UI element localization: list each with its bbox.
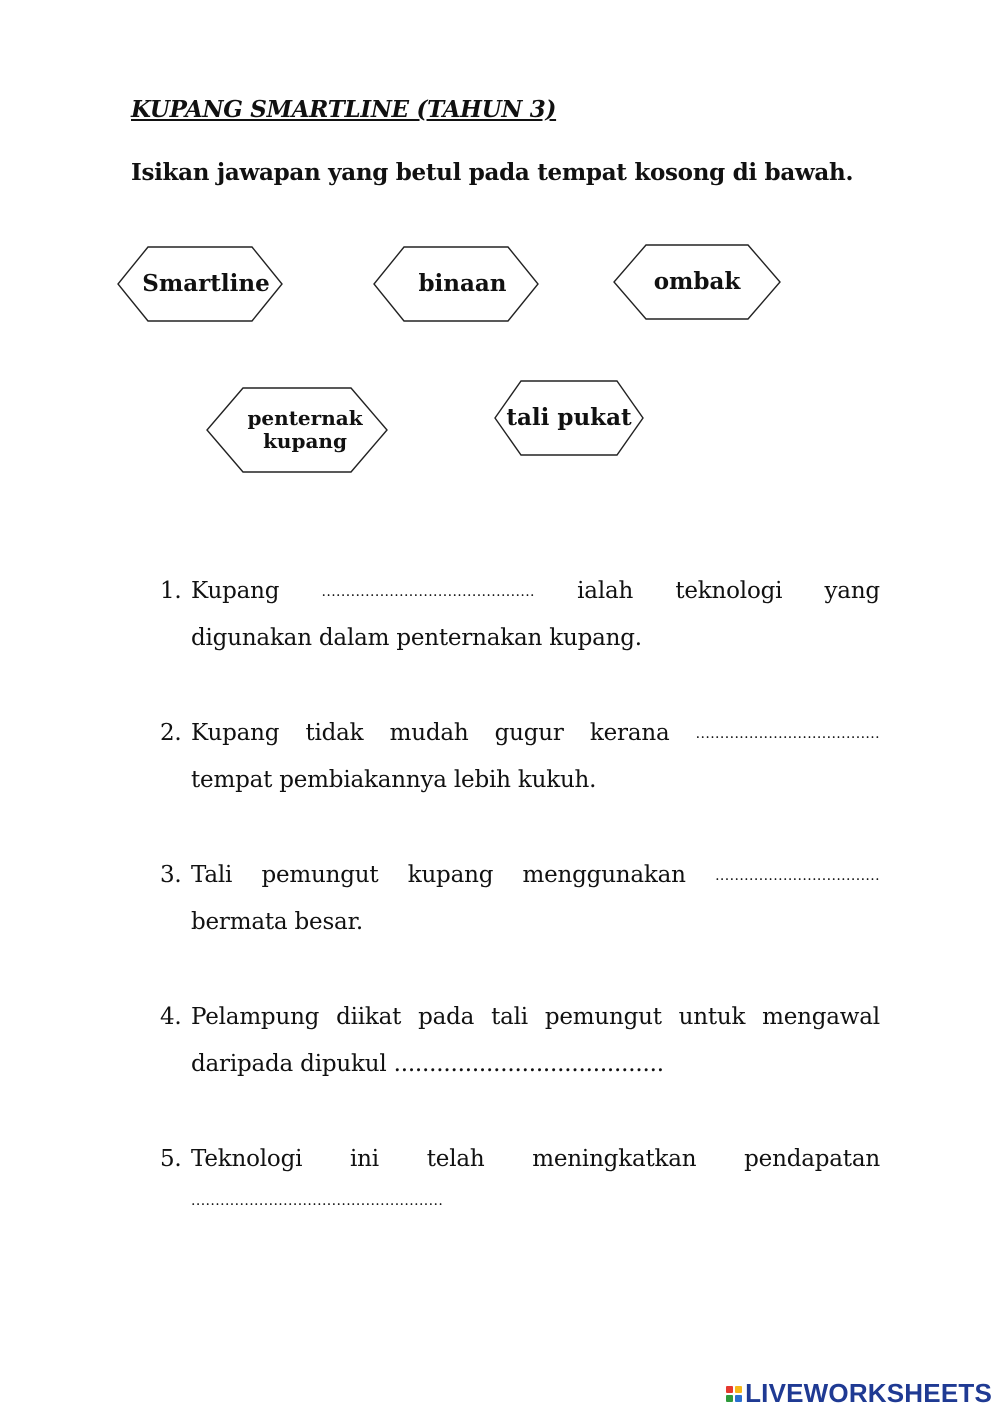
question-5 (160, 1146, 880, 1226)
answer-blank[interactable]: ............................................ (321, 584, 535, 600)
answer-blank[interactable]: .................................. (715, 868, 880, 884)
word: pemungut (261, 862, 379, 888)
word: Kupang (191, 578, 280, 604)
word: kupang (407, 862, 494, 888)
liveworksheets-logo (726, 1378, 992, 1409)
question-number: 5. (160, 1146, 182, 1172)
question-line-2: digunakan dalam penternakan kupang. (191, 625, 642, 651)
word-label: ombak (653, 267, 741, 295)
word: ini (350, 1146, 379, 1172)
word: meningkatkan (532, 1146, 697, 1172)
word: menggunakan (522, 862, 686, 888)
question-number: 1. (160, 578, 182, 604)
word-label: binaan (418, 269, 507, 297)
question-line-1 (191, 1004, 880, 1034)
word: pada (418, 1004, 475, 1030)
word: gugur (494, 720, 564, 746)
word: Tali (191, 862, 233, 888)
word-label-line-1: penternak (247, 406, 363, 430)
word: pendapatan (744, 1146, 880, 1172)
question-line-1 (191, 862, 880, 892)
word-box-tali-pukat[interactable] (493, 380, 645, 456)
logo-text: LIVEWORKSHEETS (745, 1378, 992, 1408)
question-line-1 (191, 578, 880, 608)
answer-blank[interactable]: ...................................... (695, 726, 880, 742)
word-box-penternak-kupang[interactable] (205, 387, 405, 473)
worksheet-title: KUPANG SMARTLINE (TAHUN 3) (131, 96, 557, 123)
word: tidak (305, 720, 364, 746)
question-line-2: bermata besar. (191, 909, 363, 935)
answer-blank[interactable]: .................................................... (191, 1193, 444, 1209)
question-line-1 (191, 1146, 880, 1176)
word: mengawal (762, 1004, 880, 1030)
question-1 (160, 578, 880, 658)
question-number: 4. (160, 1004, 182, 1030)
word: mudah (389, 720, 469, 746)
word: untuk (678, 1004, 746, 1030)
word: Kupang (191, 720, 280, 746)
question-line-1 (191, 720, 880, 750)
word: Teknologi (191, 1146, 303, 1172)
word-box-ombak[interactable] (612, 244, 782, 320)
word: tali (491, 1004, 528, 1030)
question-4 (160, 1004, 880, 1084)
word: teknologi (675, 578, 783, 604)
word: telah (426, 1146, 485, 1172)
word: kerana (589, 720, 670, 746)
question-number: 2. (160, 720, 182, 746)
question-2 (160, 720, 880, 800)
word: yang (824, 578, 880, 604)
word: pemungut (544, 1004, 662, 1030)
instruction-text: Isikan jawapan yang betul pada tempat kosong di bawah. (131, 159, 854, 186)
question-line-2-with-answer-blank[interactable]: daripada dipukul ...................................... (191, 1051, 664, 1077)
question-number: 3. (160, 862, 182, 888)
word: ialah (577, 578, 634, 604)
word-box-smartline[interactable] (116, 246, 296, 322)
question-3 (160, 862, 880, 942)
word: diikat (336, 1004, 402, 1030)
question-line-2: tempat pembiakannya lebih kukuh. (191, 767, 597, 793)
logo-grid-icon (726, 1386, 742, 1402)
word-label: tali pukat (506, 403, 632, 431)
word: Pelampung (191, 1004, 320, 1030)
word-label-line-2: kupang (263, 429, 347, 453)
word-label: Smartline (142, 269, 270, 297)
word-box-binaan[interactable] (385, 246, 540, 322)
